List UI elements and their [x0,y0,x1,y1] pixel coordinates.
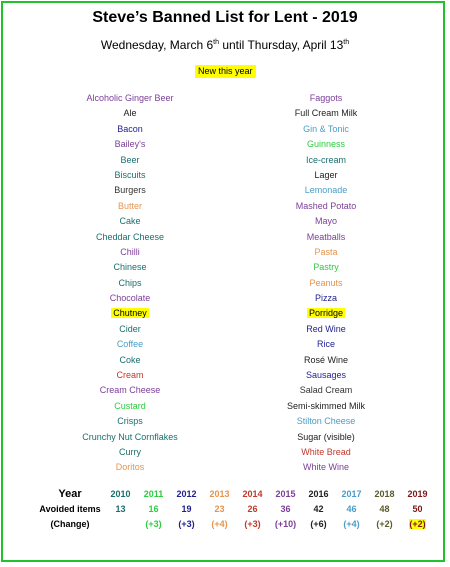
list-item [256,306,396,321]
list-item-text: Cream [116,370,144,381]
list-item-text: Sugar (visible) [297,431,355,442]
list-item-text: Peanuts [309,277,343,288]
year-cell [137,486,170,501]
list-item-text: White Wine [302,462,349,473]
list-item [256,245,396,260]
list-item [60,368,200,383]
list-item-text: Coffee [116,339,144,350]
avoided-cell [269,501,302,516]
banned-list-right-column [256,91,396,476]
year-cell-value: 2015 [275,488,296,499]
change-cell [302,516,335,531]
list-item-text: Mayo [314,216,337,227]
avoided-cell [104,501,137,516]
list-item-text: Rice [316,339,335,350]
list-item-text: Gin & Tonic [303,123,349,134]
list-item [60,137,200,152]
list-item [60,306,200,321]
year-cell [368,486,401,501]
year-cell [170,486,203,501]
list-item [60,245,200,260]
avoided-cell-value: 16 [148,503,159,514]
list-item [60,106,200,121]
list-item-text: Pizza [314,293,337,304]
list-item [60,383,200,398]
list-item-text: Lager [314,169,338,180]
avoided-cell-value: 46 [346,503,357,514]
list-item [256,414,396,429]
year-cell-value: 2018 [374,488,395,499]
list-item-text: Sausages [305,370,347,381]
list-item-text: Cider [119,323,141,334]
year-cell-value: 2016 [308,488,329,499]
year-cell-value: 2014 [242,488,263,499]
change-cell-value: (+6) [310,518,327,529]
avoided-cell-value: 36 [280,503,291,514]
date-range: Wednesday, March 6th until Thursday, April 13th [100,38,350,52]
list-item [60,122,200,137]
avoided-cell-value: 23 [214,503,225,514]
list-item-text: Pasta [314,246,338,257]
list-item [256,291,396,306]
year-cell-value: 2010 [110,488,131,499]
change-cell-value: (+2) [376,518,393,529]
change-cell [137,516,170,531]
change-cell [170,516,203,531]
list-item-text: Curry [119,446,141,457]
list-item [60,353,200,368]
list-item [60,153,200,168]
list-item-text: Coke [119,354,141,365]
list-item-text: Lemonade [304,185,348,196]
list-item-text: Cake [119,216,141,227]
list-item [256,276,396,291]
list-item-text: Guinness [306,139,346,150]
list-item [256,214,396,229]
list-item-text: White Bread [301,446,351,457]
list-item [256,153,396,168]
list-item [60,260,200,275]
list-item [256,137,396,152]
list-item [60,445,200,460]
year-cell-value: 2017 [341,488,362,499]
avoided-cell-value: 19 [181,503,192,514]
list-item [256,383,396,398]
avoided-items-row [36,501,434,516]
list-item-text: Crunchy Nut Cornflakes [82,431,178,442]
change-cell-value: (+10) [274,518,297,529]
change-cell-value: (+4) [211,518,228,529]
banned-list-left-column [60,91,200,476]
change-cell-value: (+3) [178,518,195,529]
list-item [256,230,396,245]
list-item [256,260,396,275]
list-item [60,183,200,198]
list-item-text: Custard [114,400,146,411]
avoided-items-label: Avoided items [39,503,101,514]
list-item-text: Chinese [113,262,147,273]
list-item-text: Ice-cream [305,154,346,165]
list-item [60,230,200,245]
list-item-text: Biscuits [114,169,146,180]
list-item [60,399,200,414]
list-item-text: Ale [123,108,137,119]
avoided-cell [401,501,434,516]
avoided-cell-value: 26 [247,503,258,514]
avoided-cell-value: 13 [115,503,126,514]
list-item-text: Salad Cream [299,385,353,396]
list-item-text: Pastry [313,262,339,273]
list-item-text: Meatballs [306,231,346,242]
avoided-cell-value: 50 [412,503,423,514]
list-item-text: Cream Cheese [99,385,161,396]
year-cell [236,486,269,501]
year-row [36,486,434,501]
list-item [60,322,200,337]
list-item-text: Bacon [117,123,143,134]
avoided-cell [137,501,170,516]
list-item [256,168,396,183]
list-item [256,460,396,475]
list-item [256,368,396,383]
change-cell [269,516,302,531]
year-cell [203,486,236,501]
list-item [256,106,396,121]
change-cell [401,516,434,531]
list-item [60,214,200,229]
change-cell [335,516,368,531]
list-item [256,199,396,214]
change-cell [236,516,269,531]
list-item [60,276,200,291]
year-label: Year [58,487,82,500]
list-item-text: Beer [120,154,140,165]
list-item-text: Butter [117,200,142,211]
avoided-cell [335,501,368,516]
year-cell [335,486,368,501]
list-item-text: Red Wine [306,323,346,334]
change-cell-value: (+3) [145,518,162,529]
list-item [256,183,396,198]
list-item-text: Burgers [114,185,146,196]
change-cell-value: (+3) [244,518,261,529]
list-item-text: Full Cream Milk [294,108,358,119]
list-item [256,353,396,368]
list-item-text: Porridge [308,308,344,319]
list-item [60,460,200,475]
change-cell [203,516,236,531]
list-item [256,337,396,352]
list-item [60,91,200,106]
list-item [60,291,200,306]
change-cell-value: (+4) [343,518,360,529]
list-item-text: Crisps [117,416,143,427]
list-item [60,337,200,352]
list-item-text: Chocolate [109,293,151,304]
list-item [256,122,396,137]
year-cell-value: 2013 [209,488,230,499]
avoided-cell [170,501,203,516]
list-item [60,430,200,445]
list-item-text: Faggots [309,93,343,103]
avoided-cell-value: 42 [313,503,324,514]
list-item-text: Chutney [113,308,147,319]
avoided-cell [203,501,236,516]
change-cell-value: (+2) [409,518,426,529]
change-cell [368,516,401,531]
change-row [36,516,434,531]
new-this-year-legend: New this year [195,65,256,78]
page-title: Steve’s Banned List for Lent - 2019 [92,9,358,26]
list-item-text: Cheddar Cheese [95,231,165,242]
year-cell [401,486,434,501]
list-item-text: Doritos [115,462,145,473]
avoided-cell-value: 48 [379,503,390,514]
avoided-cell [368,501,401,516]
year-cell-value: 2011 [143,488,164,499]
year-cell [104,486,137,501]
list-item-text: Chips [118,277,142,288]
year-cell [302,486,335,501]
list-item-text: Alcoholic Ginger Beer [86,93,174,103]
list-item-text: Chilli [120,246,140,257]
list-item-text: Semi-skimmed Milk [286,400,365,411]
list-item [256,322,396,337]
list-item [256,430,396,445]
list-item-text: Stilton Cheese [296,416,356,427]
list-item-text: Mashed Potato [295,200,357,211]
list-item [60,168,200,183]
year-cell-value: 2019 [407,488,428,499]
avoided-cell [236,501,269,516]
list-item-text: Bailey's [114,139,146,150]
list-item [256,445,396,460]
list-item [60,199,200,214]
list-item [256,399,396,414]
list-item [60,414,200,429]
change-cell [104,516,137,531]
yearly-stats-table [36,486,434,531]
year-cell [269,486,302,501]
avoided-cell [302,501,335,516]
list-item-text: Rosé Wine [303,354,348,365]
list-item [256,91,396,106]
change-label: (Change) [50,518,90,529]
year-cell-value: 2012 [176,488,197,499]
